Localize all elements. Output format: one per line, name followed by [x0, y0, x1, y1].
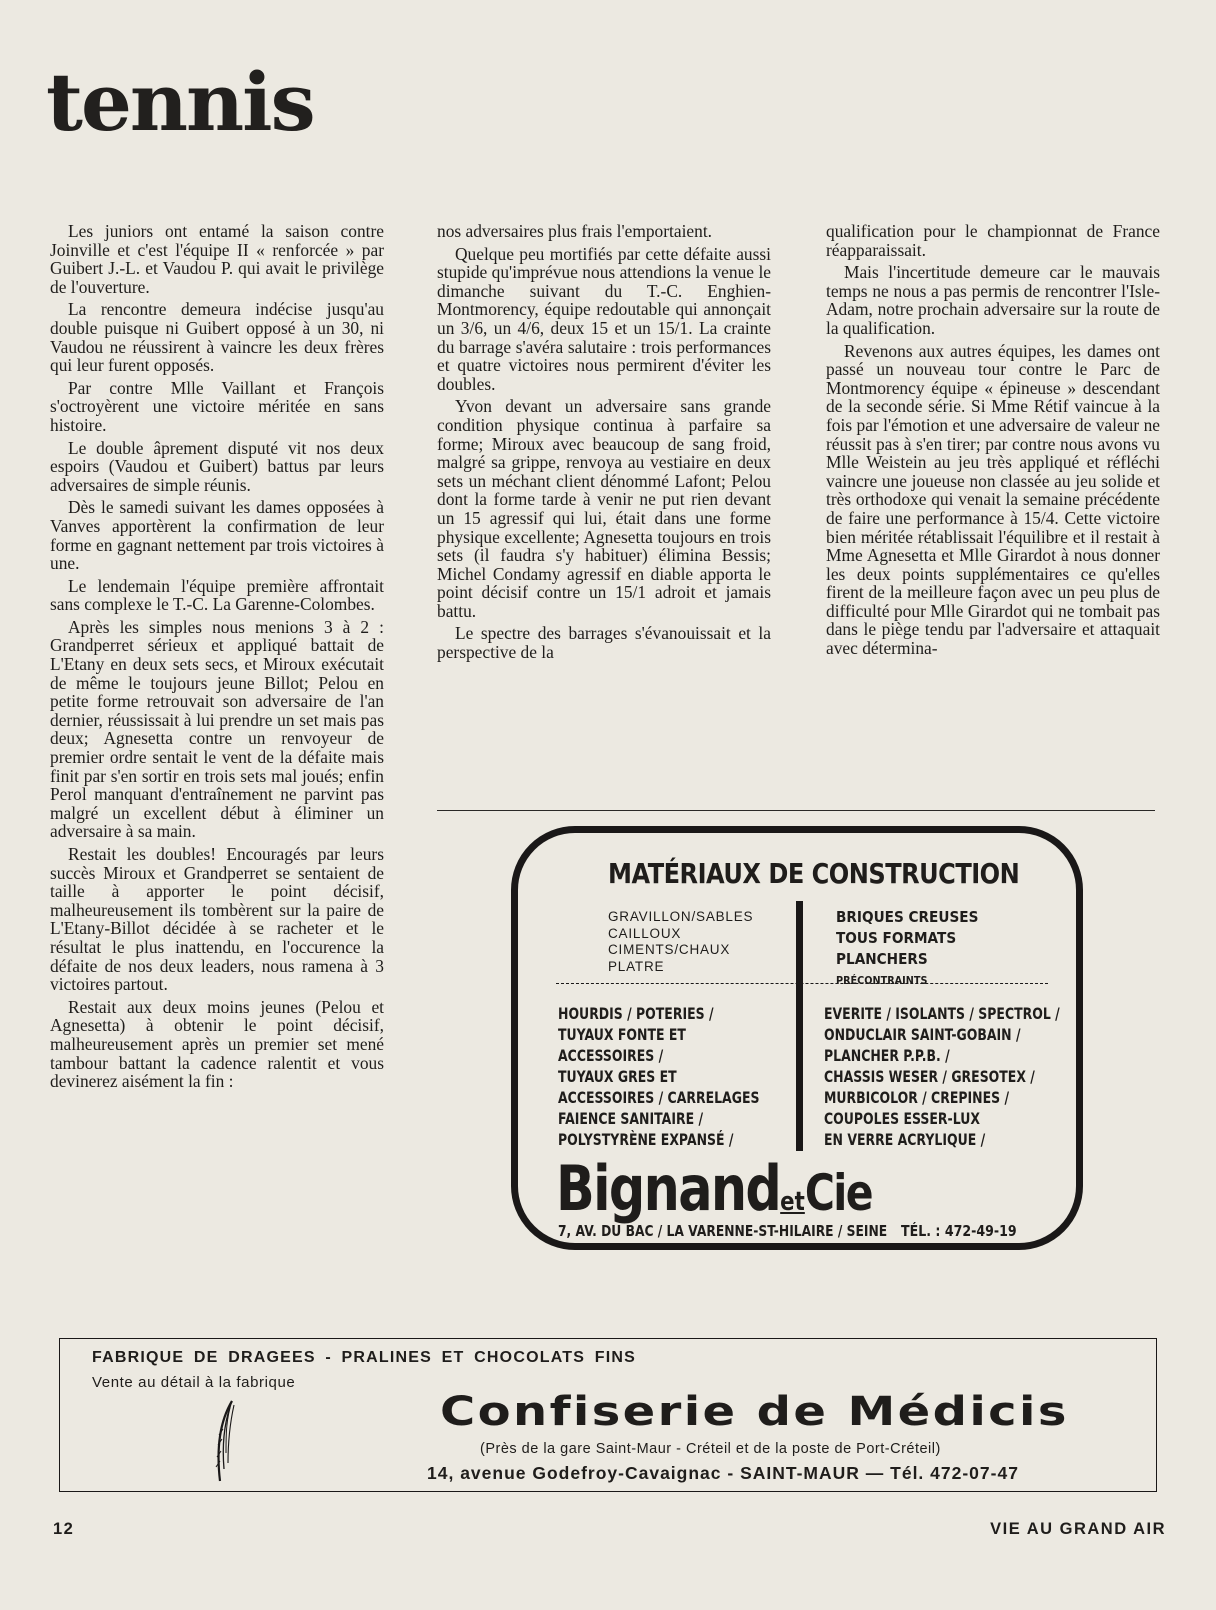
- brand-et: et: [780, 1187, 805, 1217]
- confiserie-name: Confiserie de Médicis: [440, 1389, 1069, 1435]
- ad-products-list-left: [558, 1003, 759, 1150]
- paragraph: Par contre Mlle Vaillant et François s'octroyèrent une victoire méritée en sans histoire.: [50, 377, 384, 435]
- paragraph: Yvon devant un adversaire sans grande condition physique continua à parfaire sa forme; Miroux avec beaucoup de sang froid, malgré sa grippe, renvoya au vestiaire en deux sets un méchant client dénommé Lafont; Pelou dont la forme tarde à venir ne put rien devant un 15 agressif qui lui, était dans une forme physique excellente; Agnesetta toujours en trois sets (il faudra s'y habituer) élimina Bessis; Michel Condamy agressif en diable apporta le point décisif contre un 15/1 adroit et jamais battu.: [437, 396, 771, 621]
- list-item: POLYSTYRÈNE EXPANSÉ /: [558, 1130, 734, 1149]
- confiserie-address: 14, avenue Godefroy-Cavaignac - SAINT-MAUR — Tél. 472-07-47: [427, 1463, 1019, 1483]
- paragraph: La rencontre demeura indécise jusqu'au double puisque ni Guibert opposé à un 30, ni Vaudou ne réussirent à vaincre les deux frères qui leur furent opposés.: [50, 299, 384, 376]
- paragraph: Dès le samedi suivant les dames opposées à Vanves apportèrent la confirmation de leur forme en gagnant nettement par trois victoires à une.: [50, 497, 384, 574]
- list-item: PLATRE: [608, 958, 665, 974]
- paragraph: Revenons aux autres équipes, les dames ont passé un nouveau tour contre le Parc de Montmorency équipe « épineuse » descendant de la seconde série. Si Mme Rétif vaincue à la fois par l'émotion et une adversaire de valeur ne réussit pas à s'en tirer; par contre nous avons vu Mlle Weistein au jeu très appliqué et réfléchi vaincre une joueuse non classée au jeu solide et très orthodoxe qui venait la semaine précédente de faire une performance à 15/4. Cette victoire bien méritée rétablissait l'équilibre et il restait à Mme Agnesetta et Mlle Girardot à nous donner les deux points supplémentaires ce qu'elles firent de la meilleure façon avec un peu plus de difficulté pour Mlle Girardot qui ne tombait pas dans le piège tendu par l'adversaire et attaquait avec détermina-: [826, 340, 1160, 659]
- paragraph: Restait aux deux moins jeunes (Pelou et Agnesetta) à obtenir le point décisif, malheureusement après un premier set mené tambour battant la cadence ralentit et vous devinerez aisément la fin :: [50, 996, 384, 1092]
- ad-address: 7, AV. DU BAC / LA VARENNE-ST-HILAIRE / SEINE: [558, 1222, 888, 1240]
- ad-phone: TÉL. : 472-49-19: [901, 1222, 1017, 1240]
- list-item: TUYAUX FONTE ET: [558, 1025, 686, 1044]
- paragraph: Quelque peu mortifiés par cette défaite aussi stupide qu'imprévue nous attendions la venue le dimanche suivant du T.-C. Enghien-Montmorency, équipe redoutable qui annonçait un 3/6, un 4/6, deux 15 et un 15/1. La crainte du barrage s'avéra salutaire : trois performances et quatre victoires nous permirent d'éviter les doubles.: [437, 243, 771, 394]
- article-column-1: [50, 222, 384, 1095]
- list-item: PLANCHER P.P.B. /: [824, 1046, 950, 1065]
- list-item: CIMENTS/CHAUX: [608, 942, 731, 957]
- ad-subtagline: Vente au détail à la fabrique: [92, 1374, 296, 1391]
- list-item: PLANCHERS: [836, 950, 928, 968]
- list-item: PRÉCONTRAINTS: [836, 974, 928, 987]
- paragraph: Le spectre des barrages s'évanouissait et la perspective de la: [437, 623, 771, 663]
- section-title: tennis: [46, 55, 314, 149]
- list-item: ACCESSOIRES /: [558, 1046, 664, 1065]
- paragraph: Restait les doubles! Encouragés par leurs succès Miroux et Grandperret se sentaient de taille à apporter le point décisif, malheureusement ils tombèrent sur la paire de L'Etany-Billot décidée à se racheter et le résultat le plus inattendu, en l'occurence la défaite de nos deux leaders, nous ramena à 3 victoires partout.: [50, 844, 384, 995]
- article-column-2: [437, 222, 771, 666]
- list-item: TOUS FORMATS: [836, 929, 957, 947]
- list-item: COUPOLES ESSER-LUX: [824, 1109, 980, 1128]
- confiserie-location: (Près de la gare Saint-Maur - Créteil et de la poste de Port-Créteil): [480, 1441, 941, 1457]
- brand-name: Bignand: [556, 1152, 781, 1225]
- construction-advertisement: [511, 826, 1083, 1250]
- paragraph: Le lendemain l'équipe première affrontait sans complexe le T.-C. La Garenne-Colombes.: [50, 575, 384, 615]
- ad-materials-list-right: [836, 907, 978, 991]
- list-item: CHASSIS WESER / GRESOTEX /: [824, 1067, 1035, 1086]
- list-item: EN VERRE ACRYLIQUE /: [824, 1130, 986, 1149]
- list-item: ACCESSOIRES / CARRELAGES: [558, 1088, 760, 1107]
- brand-cie: Cie: [804, 1164, 872, 1222]
- article-column-3: [826, 222, 1160, 662]
- page-number: 12: [53, 1520, 75, 1538]
- divider: [437, 810, 1155, 811]
- confiserie-advertisement: [59, 1338, 1157, 1492]
- vertical-divider: [796, 901, 803, 1151]
- list-item: GRAVILLON/SABLES: [608, 909, 754, 924]
- list-item: TUYAUX GRES ET: [558, 1067, 677, 1086]
- list-item: BRIQUES CREUSES: [836, 908, 979, 926]
- dashed-divider: [556, 983, 1048, 984]
- list-item: EVERITE / ISOLANTS / SPECTROL /: [824, 1004, 1060, 1023]
- list-item: HOURDIS / POTERIES /: [558, 1004, 714, 1023]
- list-item: FAIENCE SANITAIRE /: [558, 1109, 704, 1128]
- paragraph: Après les simples nous menions 3 à 2 : Grandperret sérieux et appliqué battait de L'Etany en deux sets secs, et Miroux exécutait de même le toujours jeune Billot; Pelou en petite forme retrouvait son adversaire de l'an dernier, réussissait à lui prendre un set mais pas deux; Agnesetta contre un renvoyeur de premier ordre sentait le vent de la défaite mais finit par s'en sortir en trois sets mal joués; enfin Perol manquant d'entraînement ne parvint pas malgré un excellent début à éliminer un adversaire à sa main.: [50, 616, 384, 842]
- feather-icon: [212, 1399, 248, 1483]
- magazine-title: VIE AU GRAND AIR: [990, 1520, 1166, 1538]
- paragraph: qualification pour le championnat de France réapparaissait.: [826, 221, 1160, 260]
- brand-logo: [556, 1152, 872, 1225]
- paragraph: nos adversaires plus frais l'emportaient.: [437, 221, 713, 241]
- paragraph: Mais l'incertitude demeure car le mauvais temps ne nous a pas permis de rencontrer l'Isle-Adam, notre prochain adversaire sur la route de la qualification.: [826, 262, 1160, 338]
- ad-products-list-right: [824, 1003, 1060, 1150]
- ad-headline: MATÉRIAUX DE CONSTRUCTION: [608, 857, 1020, 890]
- list-item: ONDUCLAIR SAINT-GOBAIN /: [824, 1025, 1021, 1044]
- paragraph: Le double âprement disputé vit nos deux espoirs (Vaudou et Guibert) battus par leurs adversaires de simple réunis.: [50, 437, 384, 495]
- paragraph: Les juniors ont entamé la saison contre Joinville et c'est l'équipe II « renforcée » par Guibert J.-L. et Vaudou P. qui avait le privilège de l'ouverture.: [50, 221, 384, 297]
- ad-tagline: FABRIQUE DE DRAGEES - PRALINES ET CHOCOLATS FINS: [92, 1349, 636, 1366]
- ad-materials-list-left: [608, 909, 753, 975]
- list-item: CAILLOUX: [608, 925, 682, 941]
- list-item: MURBICOLOR / CREPINES /: [824, 1088, 1010, 1107]
